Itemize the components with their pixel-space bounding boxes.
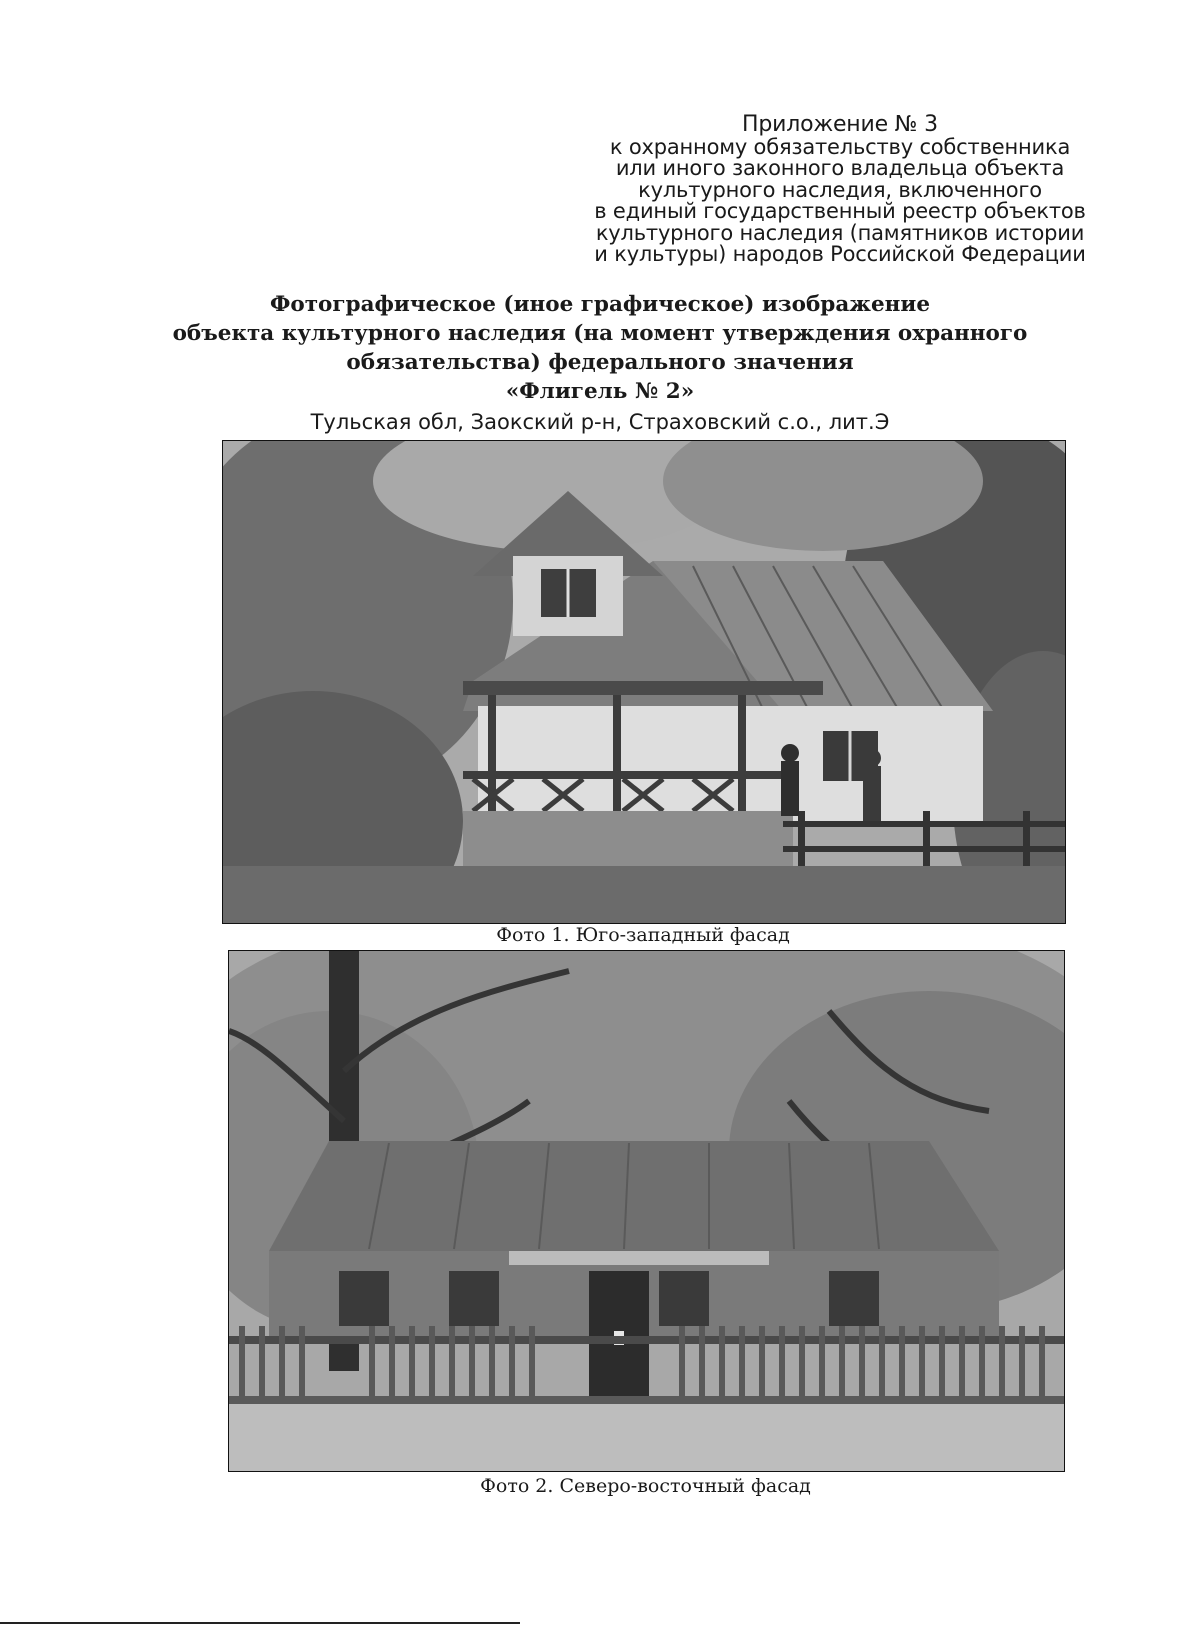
title-line: Фотографическое (иное графическое) изображение (269, 292, 931, 317)
appendix-line: культурного наследия (памятников истории (595, 220, 1085, 245)
appendix-line: культурного наследия, включенного (638, 177, 1042, 202)
photo-2-image (229, 951, 1064, 1471)
appendix-line: и культуры) народов Российской Федерации (594, 242, 1086, 266)
photo-2-caption: Фото 2. Северо-восточный фасад (480, 1475, 811, 1497)
appendix-number: Приложение № 3 (742, 112, 938, 137)
appendix-header (560, 114, 1120, 266)
title-line: объекта культурного наследия (на момент утверждения охранного (172, 321, 1028, 346)
photo-northeast-facade (228, 950, 1065, 1472)
photo-southwest-facade (222, 440, 1066, 924)
appendix-line: или иного законного владельца объекта (615, 156, 1065, 180)
object-name: «Флигель № 2» (505, 379, 695, 404)
photo-1-caption: Фото 1. Юго-западный фасад (496, 924, 790, 946)
object-address: Тульская обл, Заокский р-н, Страховский с.о., лит.Э (310, 410, 890, 434)
document-title (150, 290, 1050, 406)
photo-1-image (223, 441, 1065, 923)
title-line: обязательства) федерального значения (346, 350, 854, 375)
appendix-line: к охранному обязательству собственника (609, 134, 1071, 159)
page-bottom-rule (0, 1622, 520, 1624)
appendix-line: в единый государственный реестр объектов (594, 199, 1086, 223)
